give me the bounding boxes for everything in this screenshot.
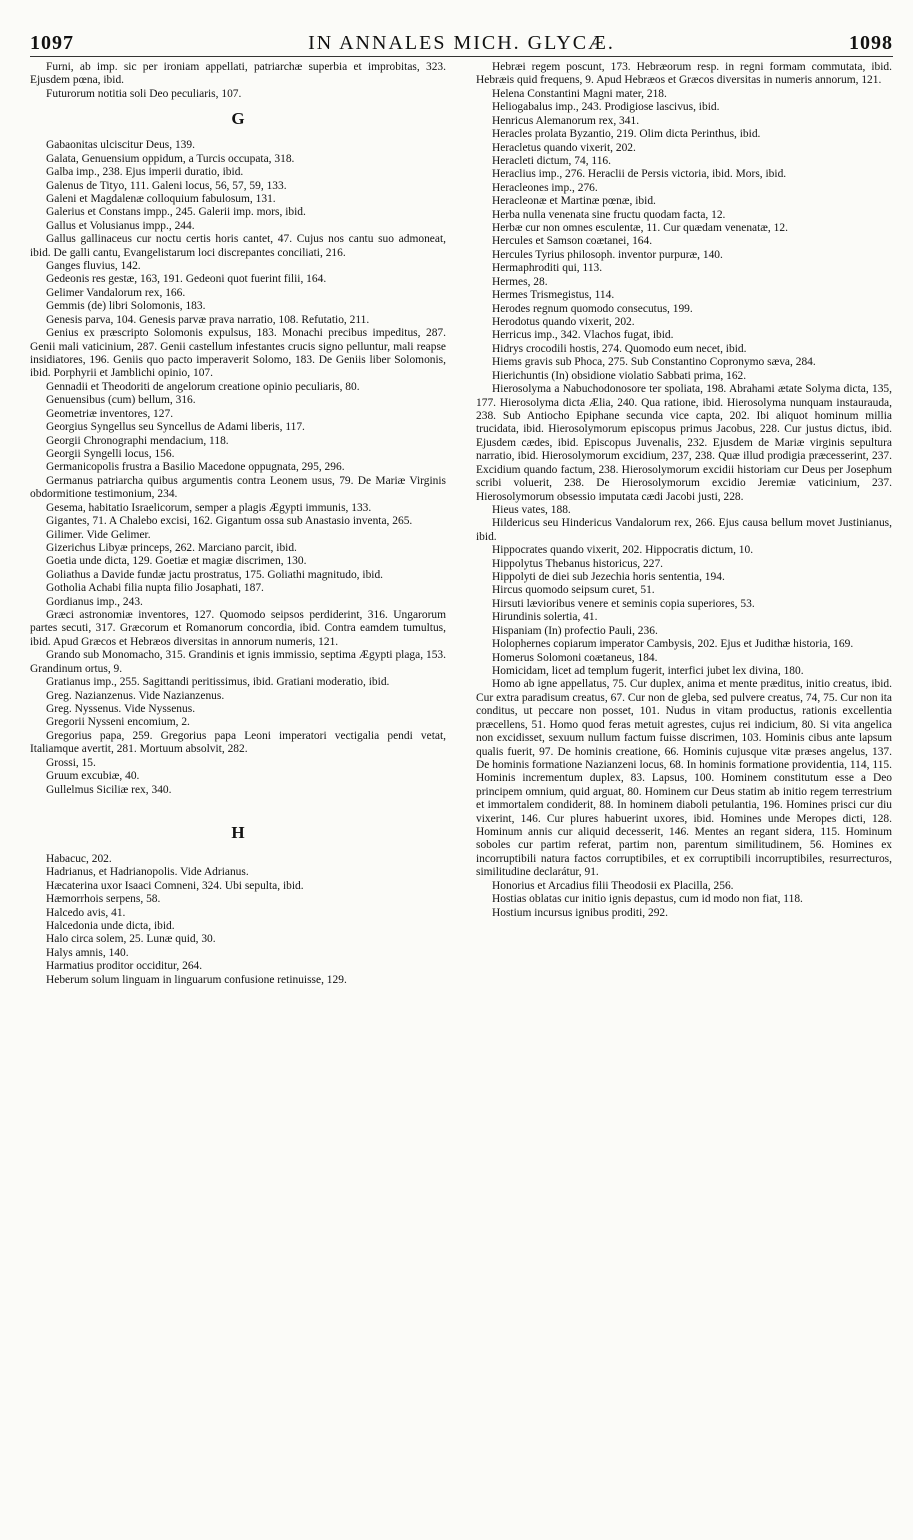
index-entry: Georgii Chronographi mendacium, 118. bbox=[46, 434, 229, 447]
index-entry: Heracleones imp., 276. bbox=[492, 181, 598, 194]
index-entry: Geometriæ inventores, 127. bbox=[46, 407, 174, 420]
index-entry: Honorius et Arcadius filii Theodosii ex Placilla, 256. bbox=[492, 879, 734, 892]
index-entry: Gennadii et Theodoriti de angelorum creatione opinio peculiaris, 80. bbox=[46, 380, 360, 393]
index-entry: Herbæ cur non omnes esculentæ, 11. Cur quædam venenatæ, 12. bbox=[492, 222, 788, 235]
index-entry: Hercules et Samson coætanei, 164. bbox=[492, 235, 653, 248]
index-entry: Heraclius imp., 276. Heraclii de Persis victoria, ibid. Mors, ibid. bbox=[492, 168, 787, 181]
index-entry: Gemmis (de) libri Solomonis, 183. bbox=[46, 300, 206, 313]
index-entry: Halys amnis, 140. bbox=[46, 946, 129, 959]
index-entry: Harmatius proditor occiditur, 264. bbox=[46, 960, 203, 973]
index-entry: Helena Constantini Magni mater, 218. bbox=[492, 87, 667, 100]
index-entry: Germanus patriarcha quibus argumentis contra Leonem usus, 79. De Mariæ Virginis obdormitione testimonium, 234. bbox=[30, 474, 446, 501]
index-entry: Georgii Syngelli locus, 156. bbox=[46, 447, 175, 460]
index-entry: Hostium incursus ignibus proditi, 292. bbox=[492, 906, 669, 919]
index-entry: Homerus Solomoni coætaneus, 184. bbox=[492, 651, 658, 664]
index-entry: Gullelmus Siciliæ rex, 340. bbox=[46, 783, 172, 796]
index-entry: Genuensibus (cum) bellum, 316. bbox=[46, 394, 196, 407]
index-entry: Heberum solum linguam in linguarum confusione retinuisse, 129. bbox=[46, 973, 347, 986]
index-entry: Hermes, 28. bbox=[492, 275, 548, 288]
index-entry: Gigantes, 71. A Chalebo excisi, 162. Gigantum ossa sub Anastasio inventa, 265. bbox=[46, 515, 413, 528]
left-column bbox=[30, 61, 446, 987]
index-entry: Herodes regnum quomodo consecutus, 199. bbox=[492, 302, 693, 315]
index-entry: Genius ex præscripto Solomonis expulsus, 183. Monachi precibus impeditus, 287. Genii mali vaticinium, 287. Genii castellum infestantes crucis signo pelluntur, mali reapse insidiatores, 196. Geniis quo pacto imperaverit Solomo, 183. De Geniis liber Solomonis, ibid. Porphyrii et Jamblichi opinio, 107. bbox=[30, 327, 446, 380]
index-entry: Galata, Genuensium oppidum, a Turcis occupata, 318. bbox=[46, 152, 295, 165]
index-entry: Hircus quomodo seipsum curet, 51. bbox=[492, 584, 655, 597]
index-entry: Furni, ab imp. sic per ironiam appellati, patriarchæ superbia et improbitas, 323. Ejusdem pœna, ibid. bbox=[30, 61, 446, 87]
section-letter: H bbox=[231, 822, 245, 842]
index-entry: Hidrys crocodili hostis, 274. Quomodo eum necet, ibid. bbox=[492, 342, 747, 355]
index-entry: Habacuc, 202. bbox=[46, 852, 112, 865]
index-entry: Hieus vates, 188. bbox=[492, 503, 571, 516]
index-entry: Grossi, 15. bbox=[46, 756, 96, 769]
index-entry: Hæmorrhois serpens, 58. bbox=[46, 893, 161, 906]
index-entry: Galba imp., 238. Ejus imperii duratio, ibid. bbox=[46, 166, 244, 179]
right-column bbox=[476, 61, 892, 920]
index-entry: Halcedo avis, 41. bbox=[46, 906, 126, 919]
index-entry: Ganges fluvius, 142. bbox=[46, 260, 141, 273]
index-entry: Herricus imp., 342. Vlachos fugat, ibid. bbox=[492, 329, 674, 342]
index-entry: Goliathus a Davide fundæ jactu prostratus, 175. Goliathi magnitudo, ibid. bbox=[46, 568, 384, 581]
index-entry: Gallus gallinaceus cur noctu certis horis cantet, 47. Cujus nos cantu suo admoneat, ibid. De galli cantu, Evangelistarum loci discrepantes conciliati, 216. bbox=[30, 233, 446, 259]
index-entry: Grando sub Monomacho, 315. Grandinis et ignis immissio, septima Ægypti plaga, 153. Grandinum ortus, 9. bbox=[30, 649, 446, 675]
index-entry: Hildericus seu Hindericus Vandalorum rex, 266. Ejus causa bellum movet Justinianus, ibid. bbox=[476, 517, 892, 543]
index-entry: Hippocrates quando vixerit, 202. Hippocratis dictum, 10. bbox=[492, 544, 754, 557]
index-entry: Henricus Alemanorum rex, 341. bbox=[492, 114, 640, 127]
index-entry: Goetia unde dicta, 129. Goetiæ et magiæ discrimen, 130. bbox=[46, 555, 307, 568]
index-entry: Gabaonitas ulciscitur Deus, 139. bbox=[46, 139, 195, 152]
index-entry: Hippolytus Thebanus historicus, 227. bbox=[492, 557, 664, 570]
index-entry: Halcedonia unde dicta, ibid. bbox=[46, 920, 175, 933]
index-entry: Gratianus imp., 255. Sagittandi peritissimus, ibid. Gratiani moderatio, ibid. bbox=[46, 676, 390, 689]
index-entry: Herodotus quando vixerit, 202. bbox=[492, 316, 635, 329]
page-number-left: 1097 bbox=[30, 32, 74, 54]
index-entry: Heracleti dictum, 74, 116. bbox=[492, 154, 611, 167]
index-entry: Hermaphroditi qui, 113. bbox=[492, 262, 603, 275]
index-entry: Genesis parva, 104. Genesis parvæ prava narratio, 108. Refutatio, 211. bbox=[46, 313, 370, 326]
index-entry: Greg. Nyssenus. Vide Nyssenus. bbox=[46, 702, 196, 715]
index-entry: Galeni et Magdalenæ colloquium fabulosum, 131. bbox=[46, 192, 276, 205]
index-entry: Galenus de Tityo, 111. Galeni locus, 56, 57, 59, 133. bbox=[46, 179, 287, 192]
index-entry: Futurorum notitia soli Deo peculiaris, 107. bbox=[46, 87, 242, 100]
index-entry: Hebræi regem poscunt, 173. Hebræorum resp. in regni formam commutata, ibid. Hebræis quid frequens, 9. Apud Hebræos et Græcos diversitas in numeris annorum, 121. bbox=[476, 61, 892, 87]
index-entry: Hæcaterina uxor Isaaci Comneni, 324. Ubi sepulta, ibid. bbox=[46, 879, 304, 892]
index-entry: Hercules Tyrius philosoph. inventor purpuræ, 140. bbox=[492, 248, 723, 261]
index-entry: Hierosolyma a Nabuchodonosore ter spoliata, 198. Abrahami ætate Solyma dicta, 135, 177. Hierosolyma dicta Ælia, 240. Qua ratione, ibid. Hierosolyma nunquam instaurauda, 238. Sub Antiocho Epiphane secunda vice capta, 202. Ibi aliquot hominum millia trucidata, ibid. Hierosolymorum episcopus primus Jacobus, 228. Cur justus dictus, ibid. Ejusdem cædes, ibid. Episcopus Juvenalis, 232. Ejusdem de Mariæ virginis sepultura narratio, ibid. Hierosolymorum excidium, 237, 238. Quæ illud prodigia præcesserint, 237. Excidium quando factum, 238. Hierosolymorum excidii historiam cur Deus per Josephum scribi voluerit, 238. De Hierosolymorum excidio Jeremiæ vaticinium, 237. Hierosolymorum obsessio imputata cædi Jacobi justi, 228. bbox=[476, 383, 892, 503]
index-entry: Gesema, habitatio Israelicorum, semper a plagis Ægypti immunis, 133. bbox=[46, 501, 372, 514]
page-number-right: 1098 bbox=[849, 32, 893, 54]
index-entry: Hirsuti lævioribus venere et seminis copia superiores, 53. bbox=[492, 597, 755, 610]
index-entry: Hostias oblatas cur initio ignis depastus, cum id modo non fiat, 118. bbox=[492, 893, 803, 906]
index-entry: Georgius Syngellus seu Syncellus de Adami liberis, 117. bbox=[46, 421, 305, 434]
section-letter: G bbox=[231, 109, 245, 129]
index-entry: Gelimer Vandalorum rex, 166. bbox=[46, 286, 186, 299]
index-entry: Holophernes copiarum imperator Cambysis, 202. Ejus et Judithæ historia, 169. bbox=[492, 638, 854, 651]
index-entry: Hispaniam (In) profectio Pauli, 236. bbox=[492, 624, 658, 637]
index-entry: Galerius et Constans impp., 245. Galerii imp. mors, ibid. bbox=[46, 206, 306, 219]
index-entry: Gedeonis res gestæ, 163, 191. Gedeoni quot fuerint filii, 164. bbox=[46, 273, 327, 286]
index-entry: Heliogabalus imp., 243. Prodigiose lascivus, ibid. bbox=[492, 101, 720, 114]
index-entry: Greg. Nazianzenus. Vide Nazianzenus. bbox=[46, 689, 225, 702]
index-entry: Hierichuntis (In) obsidione violatio Sabbati prima, 162. bbox=[492, 369, 747, 382]
index-entry: Gruum excubiæ, 40. bbox=[46, 770, 140, 783]
index-entry: Hiems gravis sub Phoca, 275. Sub Constantino Copronymo sæva, 284. bbox=[492, 356, 816, 369]
index-entry: Hirundinis solertia, 41. bbox=[492, 611, 598, 624]
index-entry: Gallus et Volusianus impp., 244. bbox=[46, 219, 195, 232]
index-entry: Heracles prolata Byzantio, 219. Olim dicta Perinthus, ibid. bbox=[492, 128, 761, 141]
index-entry: Gotholia Achabi filia nupta filio Josaphati, 187. bbox=[46, 582, 264, 595]
index-entry: Halo circa solem, 25. Lunæ quid, 30. bbox=[46, 933, 216, 946]
index-entry: Gizerichus Libyæ princeps, 262. Marciano parcit, ibid. bbox=[46, 541, 297, 554]
section-spacer bbox=[30, 797, 446, 815]
page-header bbox=[30, 30, 893, 57]
index-entry: Gregorii Nysseni encomium, 2. bbox=[46, 716, 190, 729]
index-entry: Hadrianus, et Hadrianopolis. Vide Adrianus. bbox=[46, 866, 249, 879]
index-entry: Hermes Trismegistus, 114. bbox=[492, 289, 615, 302]
index-entry: Homo ab igne appellatus, 75. Cur duplex, anima et mente præditus, initio creatus, ibid. Cur extra paradisum creatus, 67. Cur non de gleba, sed pulvere creatus, 74, 75. Cur non ita conditus, ut peccare non posset, 101. Nudus in vitam productus, rationis excellentia præcellens, 51. Homo quod feras metuit agrestes, cujus rei indicium, 80. Si vita angelica non excidisset, sexuum nullum factum fuisse discrimen, 103. Hominis cibus ante lapsum qualis fuerit, 97. De hominis creatione, 66. Hominis cujusque vitæ præses angelus, 137. De hominis formatione Nazianzeni locus, 68. In hominis formatione providentia, 114, 115. Hominis incrementum duplex, 83. Lapsus, 100. Hominem constitutum esse a Deo principem omnium, quid arguat, 80. Hominem cur Deus statim ab initio regem terrestrium et immortalem condiderit, 88. In hominem diaboli petulantia, 196. Homines prisci cur diu vixerint, 146. Cur plures habuerint uxores, ibid. Homines unde Meropes dicti, 128. Hominum annis cur aliquid decesserit, 146. Mentes an regant sidera, 115. Hominum soboles cur partim referat, partim non, parentum similitudinem, 56. Homines ex incorruptibili natura factos corruptibiles, et ex corruptibili incorruptibiles, resurrecturos, similitudine declarátur, 91. bbox=[476, 678, 892, 879]
index-entry: Heracletus quando vixerit, 202. bbox=[492, 141, 636, 154]
running-title: IN ANNALES MICH. GLYCÆ. bbox=[308, 32, 615, 54]
index-entry: Herba nulla venenata sine fructu quodam facta, 12. bbox=[492, 208, 726, 221]
index-entry: Hippolyti de diei sub Jezechia horis sententia, 194. bbox=[492, 571, 725, 584]
index-entry: Homicidam, licet ad templum fugerit, interfici jubet lex divina, 180. bbox=[492, 664, 804, 677]
index-entry: Germanicopolis frustra a Basilio Macedone oppugnata, 295, 296. bbox=[46, 461, 345, 474]
index-entry: Græci astronomiæ inventores, 127. Quomodo seipsos perdiderint, 316. Ungarorum partes secuti, 317. Græcorum et Romanorum concordia, ibid. Contra eamdem tumultus, ibid. Apud Græcos et Hebræos diversitas in annorum numeris, 121. bbox=[30, 609, 446, 648]
index-entry: Gilimer. Vide Gelimer. bbox=[46, 528, 151, 541]
index-entry: Heracleonæ et Martinæ pœnæ, ibid. bbox=[492, 195, 656, 208]
index-entry: Gordianus imp., 243. bbox=[46, 595, 143, 608]
index-entry: Gregorius papa, 259. Gregorius papa Leoni imperatori vectigalia pendi vetat, Italiamque avertit, 281. Mortuum absolvit, 282. bbox=[30, 729, 446, 756]
